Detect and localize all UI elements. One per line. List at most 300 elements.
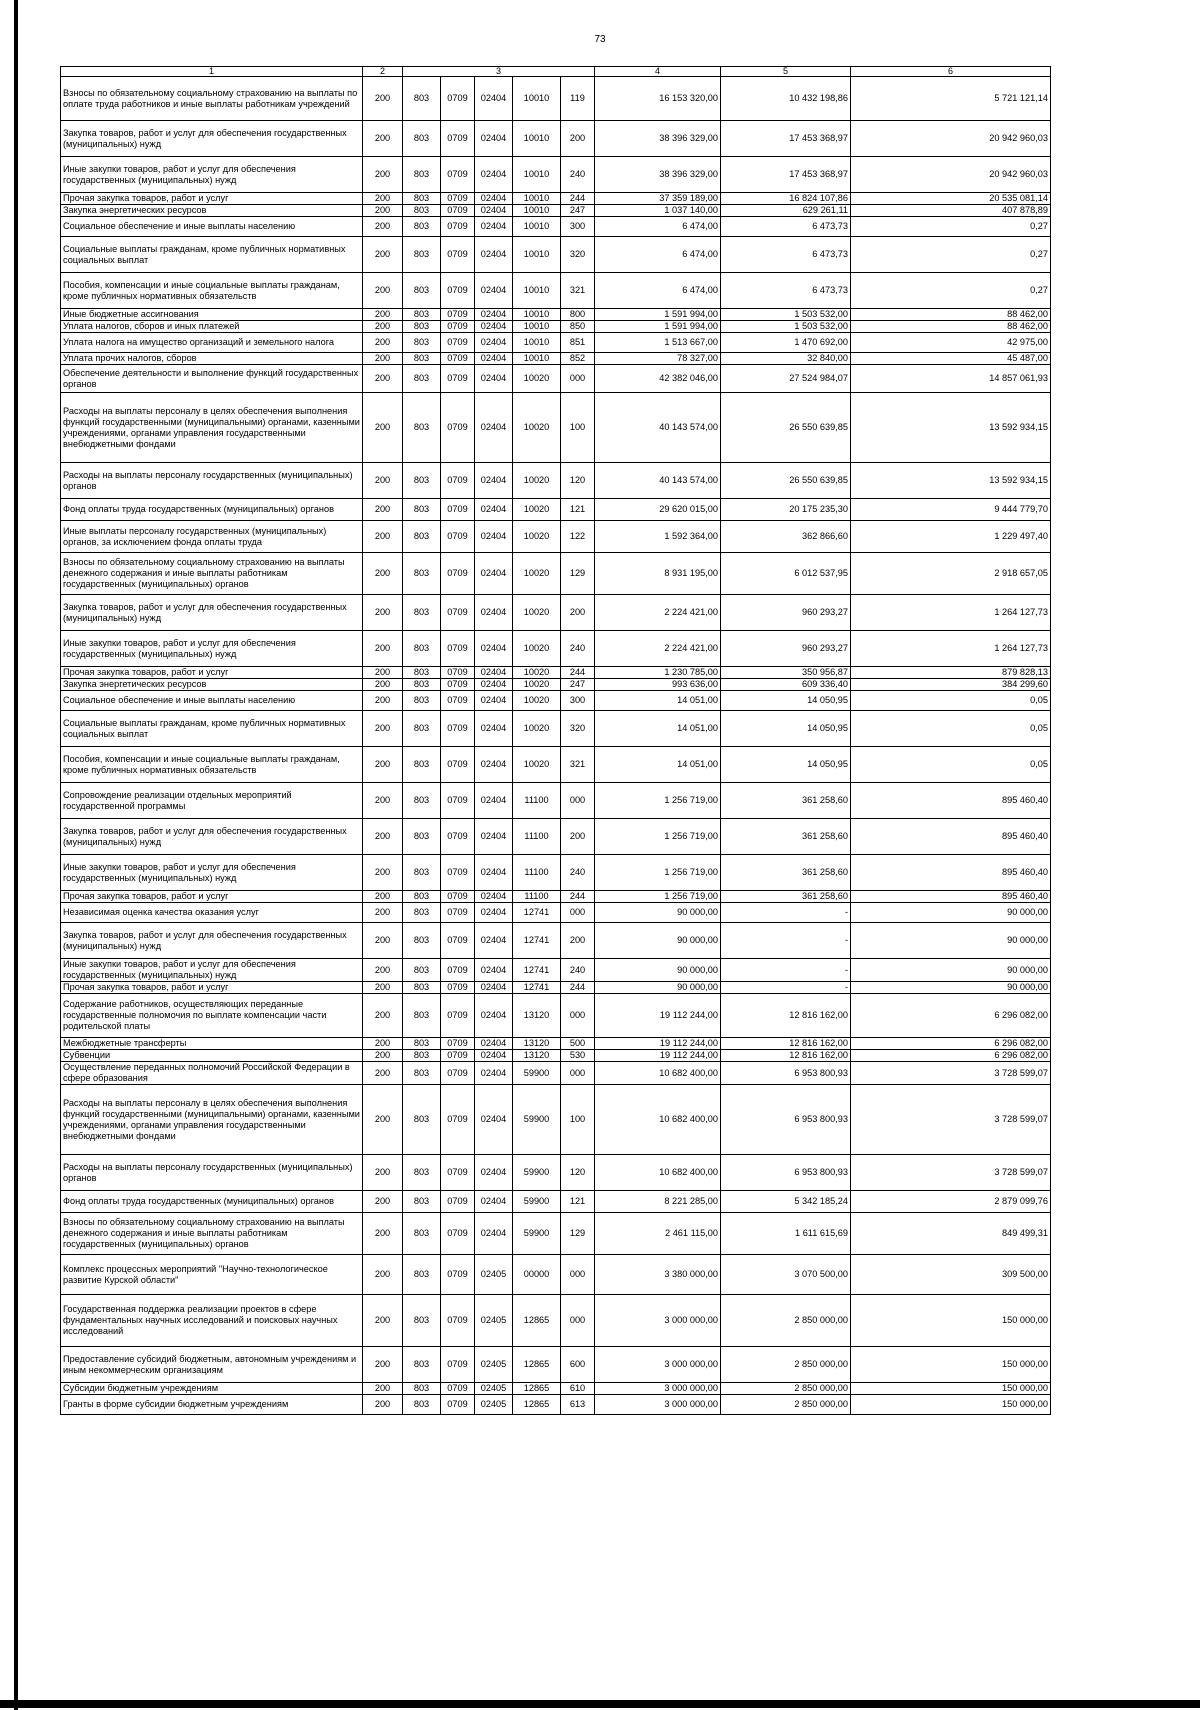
table-row xyxy=(61,1062,1051,1085)
program-code-cell: 02404 xyxy=(475,711,513,747)
article-code-cell: 11100 xyxy=(513,819,561,855)
table-row xyxy=(61,499,1051,521)
expense-type-cell: 610 xyxy=(561,1383,595,1395)
row-name: Закупка энергетических ресурсов xyxy=(61,205,363,217)
budget-code-cell: 200 xyxy=(363,1050,403,1062)
section-code-cell: 0709 xyxy=(441,855,475,891)
article-code-cell: 10010 xyxy=(513,353,561,365)
expense-type-cell: 000 xyxy=(561,903,595,923)
row-name: Взносы по обязательному социальному страхованию на выплаты денежного содержания и иные выплаты работникам государственных (муниципальных) органов xyxy=(61,1213,363,1255)
budget-code-cell: 200 xyxy=(363,959,403,982)
row-name: Расходы на выплаты персоналу в целях обеспечения выполнения функций государственными (муниципальными) органами, казенными учреждениями, органами управления государственными внебюджетными фондами xyxy=(61,393,363,463)
amount-cell-col4: 14 051,00 xyxy=(595,691,721,711)
row-name: Прочая закупка товаров, работ и услуг xyxy=(61,667,363,679)
article-code-cell: 10020 xyxy=(513,365,561,393)
amount-cell-col6: 6 296 082,00 xyxy=(851,994,1051,1038)
header-col-5: 5 xyxy=(721,67,851,77)
budget-code-cell: 200 xyxy=(363,1213,403,1255)
budget-code-cell: 200 xyxy=(363,903,403,923)
amount-cell-col5: 6 012 537,95 xyxy=(721,553,851,595)
article-code-cell: 10020 xyxy=(513,747,561,783)
budget-code-cell: 200 xyxy=(363,205,403,217)
program-code-cell: 02404 xyxy=(475,365,513,393)
program-code-cell: 02404 xyxy=(475,121,513,157)
department-code-cell: 803 xyxy=(403,77,441,121)
row-name: Содержание работников, осуществляющих переданные государственные полномочия по выплате компенсации части родительской платы xyxy=(61,994,363,1038)
section-code-cell: 0709 xyxy=(441,553,475,595)
amount-cell-col4: 2 461 115,00 xyxy=(595,1213,721,1255)
amount-cell-col4: 16 153 320,00 xyxy=(595,77,721,121)
expense-type-cell: 244 xyxy=(561,891,595,903)
table-row xyxy=(61,333,1051,353)
budget-code-cell: 200 xyxy=(363,1255,403,1295)
expense-type-cell: 000 xyxy=(561,1062,595,1085)
expense-type-cell: 321 xyxy=(561,273,595,309)
section-code-cell: 0709 xyxy=(441,237,475,273)
amount-cell-col4: 2 224 421,00 xyxy=(595,631,721,667)
section-code-cell: 0709 xyxy=(441,1213,475,1255)
section-code-cell: 0709 xyxy=(441,521,475,553)
budget-code-cell: 200 xyxy=(363,193,403,205)
amount-cell-col5: 32 840,00 xyxy=(721,353,851,365)
section-code-cell: 0709 xyxy=(441,1347,475,1383)
amount-cell-col6: 0,05 xyxy=(851,747,1051,783)
amount-cell-col6: 14 857 061,93 xyxy=(851,365,1051,393)
department-code-cell: 803 xyxy=(403,1295,441,1347)
expense-type-cell: 530 xyxy=(561,1050,595,1062)
section-code-cell: 0709 xyxy=(441,903,475,923)
section-code-cell: 0709 xyxy=(441,321,475,333)
amount-cell-col4: 6 474,00 xyxy=(595,217,721,237)
expense-type-cell: 850 xyxy=(561,321,595,333)
department-code-cell: 803 xyxy=(403,321,441,333)
budget-code-cell: 200 xyxy=(363,553,403,595)
program-code-cell: 02404 xyxy=(475,1050,513,1062)
article-code-cell: 59900 xyxy=(513,1155,561,1191)
budget-code-cell: 200 xyxy=(363,667,403,679)
amount-cell-col6: 2 879 099,76 xyxy=(851,1191,1051,1213)
program-code-cell: 02404 xyxy=(475,205,513,217)
amount-cell-col6: 0,05 xyxy=(851,691,1051,711)
budget-code-cell: 200 xyxy=(363,77,403,121)
expense-type-cell: 000 xyxy=(561,994,595,1038)
amount-cell-col6: 20 942 960,03 xyxy=(851,157,1051,193)
article-code-cell: 10010 xyxy=(513,193,561,205)
amount-cell-col4: 3 000 000,00 xyxy=(595,1347,721,1383)
row-name: Иные закупки товаров, работ и услуг для обеспечения государственных (муниципальных) нужд xyxy=(61,631,363,667)
amount-cell-col5: 362 866,60 xyxy=(721,521,851,553)
article-code-cell: 10010 xyxy=(513,321,561,333)
program-code-cell: 02404 xyxy=(475,679,513,691)
row-name: Расходы на выплаты персоналу в целях обеспечения выполнения функций государственными (муниципальными) органами, казенными учреждениями, органами управления государственными внебюджетными фондами xyxy=(61,1085,363,1155)
expense-type-cell: 321 xyxy=(561,747,595,783)
program-code-cell: 02404 xyxy=(475,1038,513,1050)
amount-cell-col5: 1 503 532,00 xyxy=(721,309,851,321)
article-code-cell: 12741 xyxy=(513,903,561,923)
program-code-cell: 02404 xyxy=(475,595,513,631)
row-name: Прочая закупка товаров, работ и услуг xyxy=(61,193,363,205)
article-code-cell: 00000 xyxy=(513,1255,561,1295)
row-name: Социальные выплаты гражданам, кроме публичных нормативных социальных выплат xyxy=(61,711,363,747)
amount-cell-col4: 78 327,00 xyxy=(595,353,721,365)
table-row xyxy=(61,631,1051,667)
table-row xyxy=(61,1347,1051,1383)
department-code-cell: 803 xyxy=(403,1255,441,1295)
article-code-cell: 11100 xyxy=(513,855,561,891)
section-code-cell: 0709 xyxy=(441,1085,475,1155)
expense-type-cell: 000 xyxy=(561,365,595,393)
amount-cell-col5: - xyxy=(721,959,851,982)
department-code-cell: 803 xyxy=(403,1213,441,1255)
article-code-cell: 11100 xyxy=(513,783,561,819)
program-code-cell: 02404 xyxy=(475,499,513,521)
row-name: Сопровождение реализации отдельных мероприятий государственной программы xyxy=(61,783,363,819)
row-name: Предоставление субсидий бюджетным, автономным учреждениям и иным некоммерческим организациям xyxy=(61,1347,363,1383)
amount-cell-col5: 12 816 162,00 xyxy=(721,1050,851,1062)
program-code-cell: 02404 xyxy=(475,747,513,783)
department-code-cell: 803 xyxy=(403,365,441,393)
row-name: Закупка товаров, работ и услуг для обеспечения государственных (муниципальных) нужд xyxy=(61,923,363,959)
expense-type-cell: 247 xyxy=(561,205,595,217)
program-code-cell: 02404 xyxy=(475,667,513,679)
amount-cell-col6: 6 296 082,00 xyxy=(851,1038,1051,1050)
row-name: Социальное обеспечение и иные выплаты населению xyxy=(61,217,363,237)
amount-cell-col4: 90 000,00 xyxy=(595,903,721,923)
article-code-cell: 10010 xyxy=(513,121,561,157)
table-row xyxy=(61,193,1051,205)
budget-code-cell: 200 xyxy=(363,1347,403,1383)
department-code-cell: 803 xyxy=(403,667,441,679)
amount-cell-col4: 90 000,00 xyxy=(595,923,721,959)
row-name: Государственная поддержка реализации проектов в сфере фундаментальных научных исследований и поисковых научных исследований xyxy=(61,1295,363,1347)
budget-code-cell: 200 xyxy=(363,365,403,393)
section-code-cell: 0709 xyxy=(441,193,475,205)
amount-cell-col5: 14 050,95 xyxy=(721,711,851,747)
department-code-cell: 803 xyxy=(403,353,441,365)
amount-cell-col4: 8 931 195,00 xyxy=(595,553,721,595)
table-row xyxy=(61,1255,1051,1295)
amount-cell-col6: 895 460,40 xyxy=(851,855,1051,891)
expense-type-cell: 120 xyxy=(561,463,595,499)
program-code-cell: 02404 xyxy=(475,353,513,365)
amount-cell-col6: 1 229 497,40 xyxy=(851,521,1051,553)
amount-cell-col5: 6 473,73 xyxy=(721,237,851,273)
table-row xyxy=(61,237,1051,273)
program-code-cell: 02404 xyxy=(475,463,513,499)
header-row xyxy=(61,67,1051,77)
amount-cell-col5: 3 070 500,00 xyxy=(721,1255,851,1295)
amount-cell-col5: 960 293,27 xyxy=(721,631,851,667)
amount-cell-col4: 19 112 244,00 xyxy=(595,994,721,1038)
article-code-cell: 10010 xyxy=(513,237,561,273)
amount-cell-col5: 10 432 198,86 xyxy=(721,77,851,121)
article-code-cell: 10020 xyxy=(513,393,561,463)
amount-cell-col4: 10 682 400,00 xyxy=(595,1155,721,1191)
section-code-cell: 0709 xyxy=(441,205,475,217)
section-code-cell: 0709 xyxy=(441,333,475,353)
table-row xyxy=(61,903,1051,923)
program-code-cell: 02405 xyxy=(475,1347,513,1383)
amount-cell-col5: 361 258,60 xyxy=(721,891,851,903)
budget-code-cell: 200 xyxy=(363,353,403,365)
amount-cell-col5: 26 550 639,85 xyxy=(721,393,851,463)
department-code-cell: 803 xyxy=(403,1085,441,1155)
amount-cell-col5: 26 550 639,85 xyxy=(721,463,851,499)
expense-type-cell: 121 xyxy=(561,499,595,521)
department-code-cell: 803 xyxy=(403,1395,441,1415)
amount-cell-col6: 13 592 934,15 xyxy=(851,463,1051,499)
amount-cell-col4: 1 591 994,00 xyxy=(595,309,721,321)
amount-cell-col5: 629 261,11 xyxy=(721,205,851,217)
header-col-1: 1 xyxy=(61,67,363,77)
department-code-cell: 803 xyxy=(403,711,441,747)
section-code-cell: 0709 xyxy=(441,711,475,747)
expense-type-cell: 000 xyxy=(561,1295,595,1347)
article-code-cell: 12741 xyxy=(513,982,561,994)
department-code-cell: 803 xyxy=(403,1383,441,1395)
program-code-cell: 02404 xyxy=(475,819,513,855)
department-code-cell: 803 xyxy=(403,309,441,321)
expense-type-cell: 247 xyxy=(561,679,595,691)
budget-code-cell: 200 xyxy=(363,309,403,321)
row-name: Социальные выплаты гражданам, кроме публичных нормативных социальных выплат xyxy=(61,237,363,273)
budget-code-cell: 200 xyxy=(363,237,403,273)
section-code-cell: 0709 xyxy=(441,1395,475,1415)
amount-cell-col6: 0,27 xyxy=(851,273,1051,309)
amount-cell-col6: 9 444 779,70 xyxy=(851,499,1051,521)
row-name: Уплата прочих налогов, сборов xyxy=(61,353,363,365)
budget-code-cell: 200 xyxy=(363,1155,403,1191)
article-code-cell: 10010 xyxy=(513,309,561,321)
program-code-cell: 02404 xyxy=(475,309,513,321)
row-name: Иные закупки товаров, работ и услуг для обеспечения государственных (муниципальных) нужд xyxy=(61,157,363,193)
section-code-cell: 0709 xyxy=(441,1038,475,1050)
department-code-cell: 803 xyxy=(403,923,441,959)
expense-type-cell: 200 xyxy=(561,819,595,855)
table-row xyxy=(61,393,1051,463)
amount-cell-col6: 895 460,40 xyxy=(851,819,1051,855)
amount-cell-col5: 14 050,95 xyxy=(721,691,851,711)
expense-type-cell: 852 xyxy=(561,353,595,365)
row-name: Фонд оплаты труда государственных (муниципальных) органов xyxy=(61,1191,363,1213)
section-code-cell: 0709 xyxy=(441,77,475,121)
amount-cell-col5: 2 850 000,00 xyxy=(721,1295,851,1347)
expense-type-cell: 240 xyxy=(561,631,595,667)
row-name: Прочая закупка товаров, работ и услуг xyxy=(61,982,363,994)
section-code-cell: 0709 xyxy=(441,1295,475,1347)
article-code-cell: 12865 xyxy=(513,1347,561,1383)
article-code-cell: 59900 xyxy=(513,1085,561,1155)
expense-type-cell: 000 xyxy=(561,783,595,819)
table-body xyxy=(61,77,1051,1415)
amount-cell-col4: 1 592 364,00 xyxy=(595,521,721,553)
table-row xyxy=(61,994,1051,1038)
table-row xyxy=(61,1213,1051,1255)
program-code-cell: 02404 xyxy=(475,631,513,667)
amount-cell-col6: 2 918 657,05 xyxy=(851,553,1051,595)
table-row xyxy=(61,783,1051,819)
amount-cell-col5: 16 824 107,86 xyxy=(721,193,851,205)
amount-cell-col6: 45 487,00 xyxy=(851,353,1051,365)
amount-cell-col4: 1 037 140,00 xyxy=(595,205,721,217)
program-code-cell: 02404 xyxy=(475,903,513,923)
program-code-cell: 02404 xyxy=(475,393,513,463)
table-row xyxy=(61,121,1051,157)
row-name: Гранты в форме субсидии бюджетным учреждениям xyxy=(61,1395,363,1415)
amount-cell-col6: 849 499,31 xyxy=(851,1213,1051,1255)
expense-type-cell: 300 xyxy=(561,691,595,711)
article-code-cell: 10020 xyxy=(513,553,561,595)
section-code-cell: 0709 xyxy=(441,667,475,679)
section-code-cell: 0709 xyxy=(441,273,475,309)
scan-bottom-edge xyxy=(0,1700,1200,1708)
budget-code-cell: 200 xyxy=(363,783,403,819)
department-code-cell: 803 xyxy=(403,891,441,903)
section-code-cell: 0709 xyxy=(441,1191,475,1213)
amount-cell-col4: 14 051,00 xyxy=(595,747,721,783)
amount-cell-col4: 1 256 719,00 xyxy=(595,891,721,903)
table-row xyxy=(61,855,1051,891)
program-code-cell: 02404 xyxy=(475,321,513,333)
amount-cell-col4: 90 000,00 xyxy=(595,959,721,982)
amount-cell-col5: 6 953 800,93 xyxy=(721,1062,851,1085)
amount-cell-col5: 6 473,73 xyxy=(721,273,851,309)
table-row xyxy=(61,1191,1051,1213)
amount-cell-col4: 29 620 015,00 xyxy=(595,499,721,521)
program-code-cell: 02404 xyxy=(475,959,513,982)
program-code-cell: 02404 xyxy=(475,994,513,1038)
amount-cell-col4: 37 359 189,00 xyxy=(595,193,721,205)
row-name: Субвенции xyxy=(61,1050,363,1062)
amount-cell-col4: 993 636,00 xyxy=(595,679,721,691)
budget-code-cell: 200 xyxy=(363,855,403,891)
department-code-cell: 803 xyxy=(403,553,441,595)
section-code-cell: 0709 xyxy=(441,923,475,959)
amount-cell-col6: 3 728 599,07 xyxy=(851,1062,1051,1085)
amount-cell-col6: 3 728 599,07 xyxy=(851,1085,1051,1155)
amount-cell-col4: 6 474,00 xyxy=(595,237,721,273)
department-code-cell: 803 xyxy=(403,217,441,237)
article-code-cell: 12741 xyxy=(513,959,561,982)
row-name: Фонд оплаты труда государственных (муниципальных) органов xyxy=(61,499,363,521)
expense-type-cell: 122 xyxy=(561,521,595,553)
header-col-4: 4 xyxy=(595,67,721,77)
article-code-cell: 12741 xyxy=(513,923,561,959)
amount-cell-col6: 42 975,00 xyxy=(851,333,1051,353)
amount-cell-col5: - xyxy=(721,903,851,923)
table-row xyxy=(61,691,1051,711)
article-code-cell: 12865 xyxy=(513,1395,561,1415)
amount-cell-col5: 6 953 800,93 xyxy=(721,1085,851,1155)
row-name: Социальное обеспечение и иные выплаты населению xyxy=(61,691,363,711)
department-code-cell: 803 xyxy=(403,193,441,205)
department-code-cell: 803 xyxy=(403,1062,441,1085)
expense-type-cell: 200 xyxy=(561,923,595,959)
table-row xyxy=(61,819,1051,855)
amount-cell-col6: 90 000,00 xyxy=(851,903,1051,923)
budget-code-cell: 200 xyxy=(363,1038,403,1050)
department-code-cell: 803 xyxy=(403,1347,441,1383)
amount-cell-col5: 20 175 235,30 xyxy=(721,499,851,521)
program-code-cell: 02404 xyxy=(475,1085,513,1155)
expense-type-cell: 600 xyxy=(561,1347,595,1383)
program-code-cell: 02404 xyxy=(475,855,513,891)
amount-cell-col5: 12 816 162,00 xyxy=(721,1038,851,1050)
row-name: Закупка товаров, работ и услуг для обеспечения государственных (муниципальных) нужд xyxy=(61,121,363,157)
expense-type-cell: 240 xyxy=(561,157,595,193)
section-code-cell: 0709 xyxy=(441,393,475,463)
row-name: Уплата налога на имущество организаций и земельного налога xyxy=(61,333,363,353)
amount-cell-col5: 14 050,95 xyxy=(721,747,851,783)
row-name: Иные закупки товаров, работ и услуг для обеспечения государственных (муниципальных) нужд xyxy=(61,855,363,891)
amount-cell-col4: 6 474,00 xyxy=(595,273,721,309)
row-name: Уплата налогов, сборов и иных платежей xyxy=(61,321,363,333)
department-code-cell: 803 xyxy=(403,393,441,463)
article-code-cell: 13120 xyxy=(513,994,561,1038)
amount-cell-col6: 5 721 121,14 xyxy=(851,77,1051,121)
budget-code-cell: 200 xyxy=(363,891,403,903)
table-row xyxy=(61,923,1051,959)
department-code-cell: 803 xyxy=(403,631,441,667)
article-code-cell: 11100 xyxy=(513,891,561,903)
amount-cell-col6: 90 000,00 xyxy=(851,923,1051,959)
amount-cell-col6: 895 460,40 xyxy=(851,783,1051,819)
table-row xyxy=(61,711,1051,747)
amount-cell-col5: 17 453 368,97 xyxy=(721,121,851,157)
program-code-cell: 02404 xyxy=(475,1191,513,1213)
row-name: Иные бюджетные ассигнования xyxy=(61,309,363,321)
budget-code-cell: 200 xyxy=(363,157,403,193)
amount-cell-col6: 90 000,00 xyxy=(851,982,1051,994)
amount-cell-col5: - xyxy=(721,923,851,959)
table-row xyxy=(61,667,1051,679)
amount-cell-col4: 19 112 244,00 xyxy=(595,1038,721,1050)
budget-code-cell: 200 xyxy=(363,1295,403,1347)
table-row xyxy=(61,1050,1051,1062)
amount-cell-col6: 0,05 xyxy=(851,711,1051,747)
expense-type-cell: 613 xyxy=(561,1395,595,1415)
amount-cell-col4: 1 513 667,00 xyxy=(595,333,721,353)
row-name: Межбюджетные трансферты xyxy=(61,1038,363,1050)
amount-cell-col5: 960 293,27 xyxy=(721,595,851,631)
header-col-3: 3 xyxy=(403,67,595,77)
budget-table xyxy=(60,66,1051,1415)
section-code-cell: 0709 xyxy=(441,691,475,711)
program-code-cell: 02405 xyxy=(475,1295,513,1347)
budget-code-cell: 200 xyxy=(363,923,403,959)
section-code-cell: 0709 xyxy=(441,1155,475,1191)
budget-code-cell: 200 xyxy=(363,393,403,463)
amount-cell-col6: 90 000,00 xyxy=(851,959,1051,982)
amount-cell-col4: 2 224 421,00 xyxy=(595,595,721,631)
amount-cell-col6: 150 000,00 xyxy=(851,1295,1051,1347)
expense-type-cell: 129 xyxy=(561,553,595,595)
amount-cell-col4: 10 682 400,00 xyxy=(595,1085,721,1155)
amount-cell-col4: 1 256 719,00 xyxy=(595,783,721,819)
amount-cell-col4: 3 380 000,00 xyxy=(595,1255,721,1295)
section-code-cell: 0709 xyxy=(441,1062,475,1085)
expense-type-cell: 244 xyxy=(561,667,595,679)
amount-cell-col6: 150 000,00 xyxy=(851,1395,1051,1415)
table-row xyxy=(61,595,1051,631)
header-col-2: 2 xyxy=(363,67,403,77)
section-code-cell: 0709 xyxy=(441,309,475,321)
amount-cell-col5: 27 524 984,07 xyxy=(721,365,851,393)
budget-code-cell: 200 xyxy=(363,711,403,747)
article-code-cell: 10010 xyxy=(513,157,561,193)
budget-code-cell: 200 xyxy=(363,463,403,499)
expense-type-cell: 100 xyxy=(561,393,595,463)
